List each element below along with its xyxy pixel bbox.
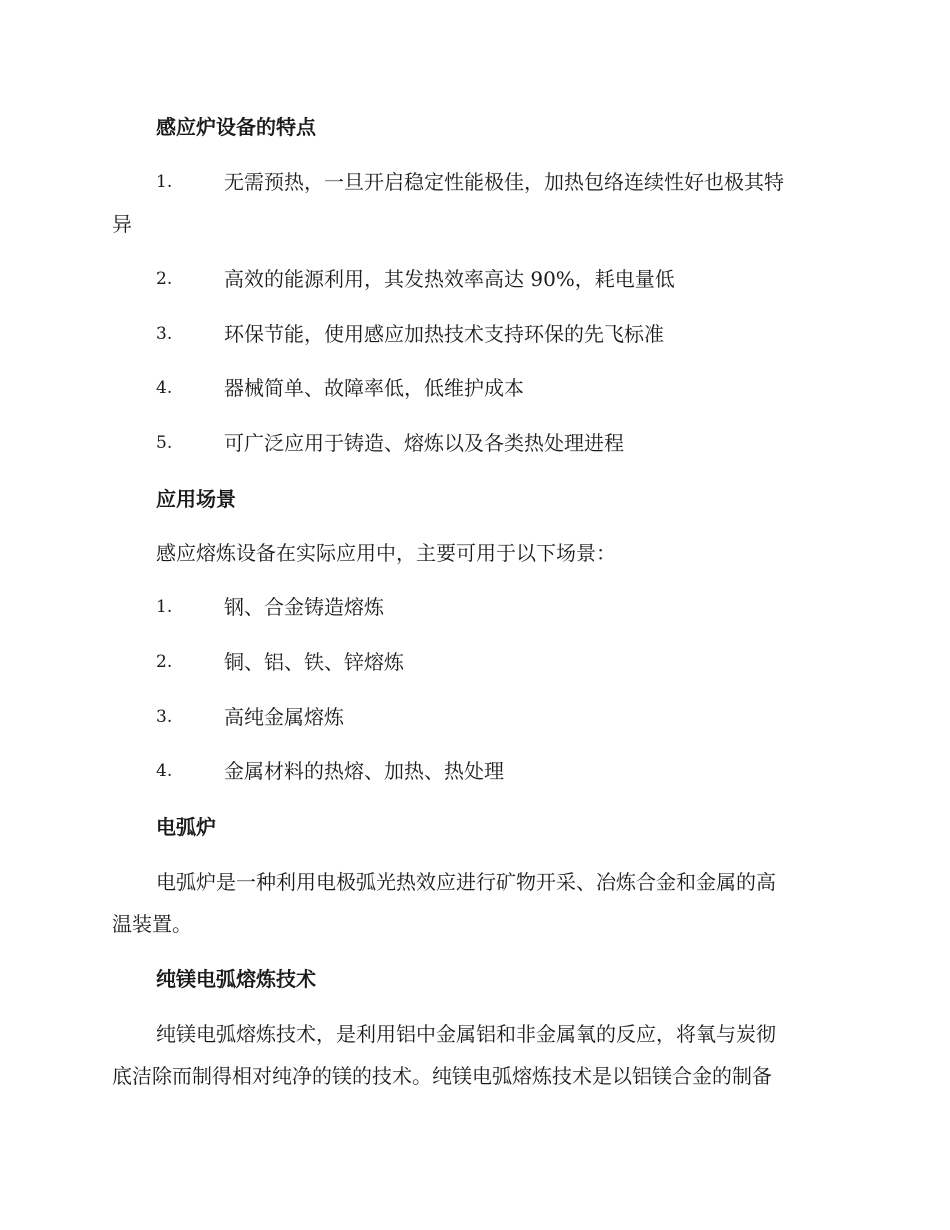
list-text: 可广泛应用于铸造、熔炼以及各类热处理进程: [224, 431, 624, 455]
list-number: 2.: [156, 652, 173, 672]
list-number: 1.: [156, 597, 173, 617]
list-item: [0, 428, 950, 458]
list-text: 无需预热，一旦开启稳定性能极佳，加热包络连续性好也极其特: [224, 170, 784, 194]
list-text: 高效的能源利用，其发热效率高达 90%，耗电量低: [224, 267, 675, 291]
paragraph-line: 温装置。: [112, 912, 192, 936]
list-text: 高纯金属熔炼: [224, 705, 344, 729]
list-text: 环保节能，使用感应加热技术支持环保的先飞标准: [224, 322, 664, 346]
list-number: 3.: [156, 707, 173, 727]
section-heading-magnesium-arc: 纯镁电弧熔炼技术: [156, 967, 316, 991]
list-text: 钢、合金铸造熔炼: [224, 595, 384, 619]
list-text: 器械简单、故障率低，低维护成本: [224, 376, 524, 400]
list-item: [0, 647, 950, 677]
section-heading-arc-furnace: 电弧炉: [156, 815, 216, 839]
list-number: 3.: [156, 324, 173, 344]
list-number: 4.: [156, 378, 173, 398]
list-number: 4.: [156, 761, 173, 781]
list-item: [0, 702, 950, 732]
list-item: [0, 592, 950, 622]
list-text-continuation: 异: [112, 212, 132, 236]
list-item: [0, 756, 950, 786]
section-heading-applications: 应用场景: [156, 487, 236, 511]
list-number: 2.: [156, 269, 173, 289]
list-number: 5.: [156, 433, 173, 453]
list-number: 1.: [156, 172, 173, 192]
list-item: [0, 319, 950, 349]
list-item: [0, 167, 950, 197]
section-heading-features: 感应炉设备的特点: [156, 115, 316, 139]
list-item: [0, 264, 950, 294]
intro-paragraph: 感应熔炼设备在实际应用中，主要可用于以下场景：: [156, 541, 616, 565]
list-text: 铜、铝、铁、锌熔炼: [224, 650, 404, 674]
paragraph-line: 电弧炉是一种利用电极弧光热效应进行矿物开采、冶炼合金和金属的高: [156, 870, 776, 894]
list-text: 金属材料的热熔、加热、热处理: [224, 759, 504, 783]
paragraph-line: 纯镁电弧熔炼技术，是利用铝中金属铝和非金属氧的反应，将氧与炭彻: [156, 1022, 776, 1046]
paragraph-line: 底洁除而制得相对纯净的镁的技术。纯镁电弧熔炼技术是以铝镁合金的制备: [112, 1064, 772, 1088]
list-item: [0, 373, 950, 403]
